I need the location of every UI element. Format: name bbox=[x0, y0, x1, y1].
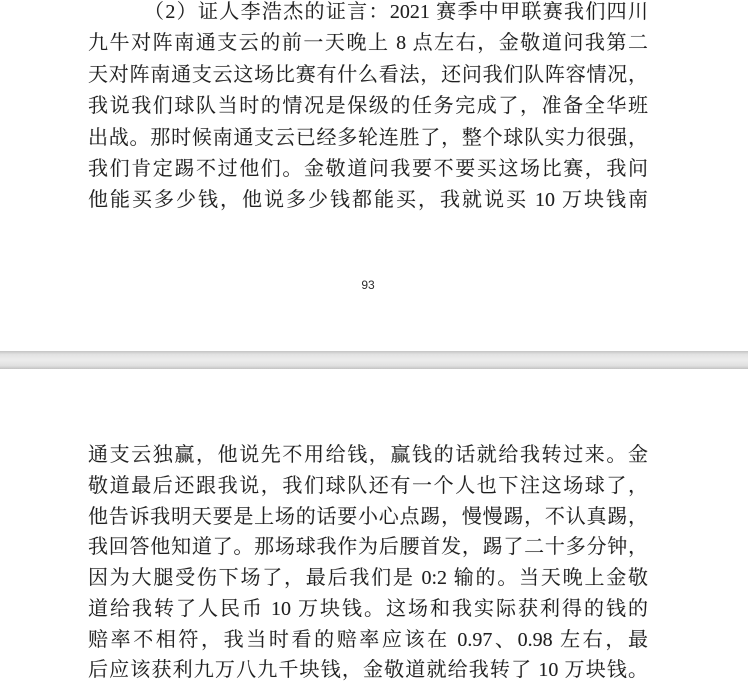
page-1-text-block bbox=[88, 0, 648, 217]
text-line: 我们肯定踢不过他们。金敬道问我要不要买这场比赛，我问 bbox=[88, 158, 648, 181]
text-line: 赔率不相符，我当时看的赔率应该在 0.97、0.98 左右，最 bbox=[88, 628, 648, 651]
text-line: 出战。那时候南通支云已经多轮连胜了，整个球队实力很强， bbox=[88, 126, 648, 149]
text-line: 敬道最后还跟我说，我们球队还有一个人也下注这场球了， bbox=[88, 474, 648, 497]
text-line: 他能买多少钱，他说多少钱都能买，我就说买 10 万块钱南 bbox=[88, 189, 648, 212]
page-2-text-block bbox=[88, 440, 648, 686]
text-line: 通支云独赢，他说先不用给钱，赢钱的话就给我转过来。金 bbox=[88, 444, 648, 466]
text-line: 道给我转了人民币 10 万块钱。这场和我实际获利得的钱的 bbox=[88, 597, 648, 620]
text-line: 天对阵南通支云这场比赛有什么看法，还问我们队阵容情况， bbox=[88, 63, 648, 86]
text-line: 我回答他知道了。那场球我作为后腰首发，踢了二十多分钟， bbox=[88, 536, 648, 559]
document-page-2 bbox=[0, 369, 748, 687]
page-separator bbox=[0, 351, 748, 369]
text-line: 他告诉我明天要是上场的话要小心点踢，慢慢踢，不认真踢， bbox=[88, 505, 648, 528]
page-number: 93 bbox=[361, 278, 375, 292]
text-line: 我说我们球队当时的情况是保级的任务完成了，准备全华班 bbox=[88, 95, 648, 118]
text-line: 因为大腿受伤下场了，最后我们是 0:2 输的。当天晚上金敬 bbox=[88, 567, 648, 589]
text-line: （2）证人李浩杰的证言：2021 赛季中甲联赛我们四川 bbox=[144, 1, 648, 23]
text-line: 后应该获利九万八九千块钱，金敬道就给我转了 10 万块钱。 bbox=[88, 659, 648, 682]
text-line: 九牛对阵南通支云的前一天晚上 8 点左右，金敬道问我第二 bbox=[88, 32, 648, 55]
